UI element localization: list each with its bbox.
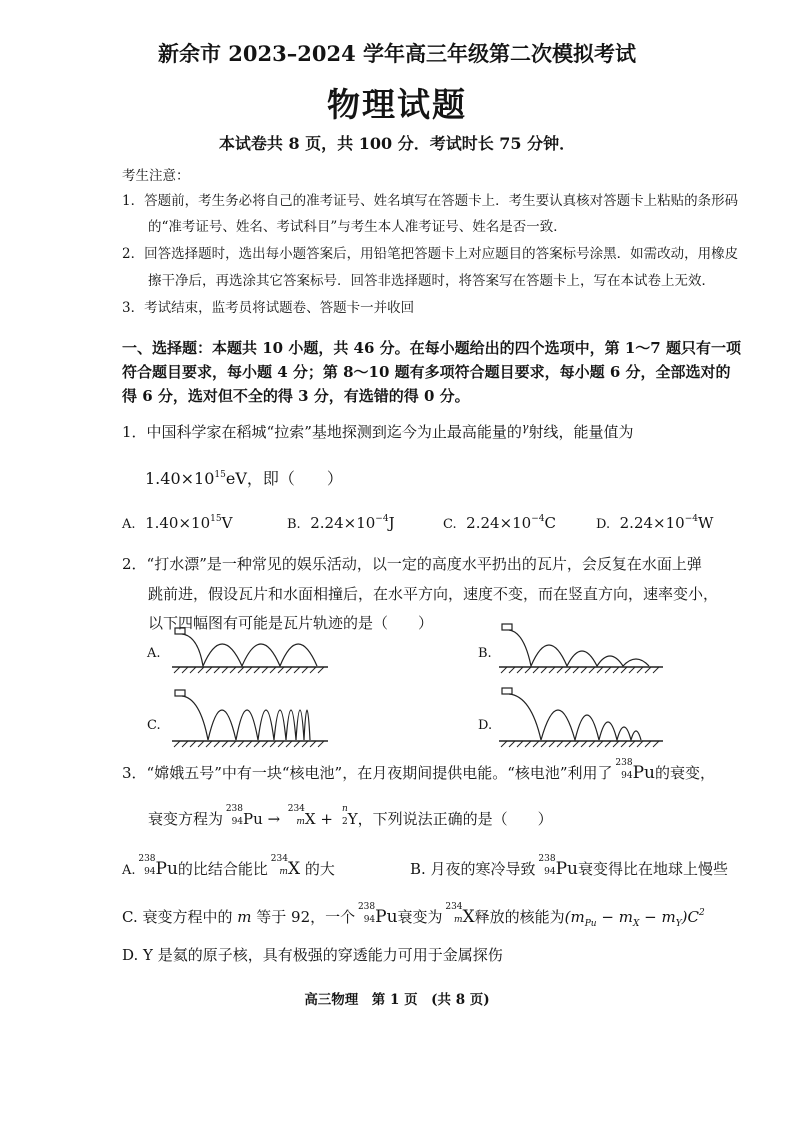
atomic-number: 94 [621,771,633,781]
mass-number: 234 [270,854,288,864]
section-1-line-2: 符合题目要求，每小题 4 分；第 8～10 题有多项符合题目要求，每小题 6 分，全部选对的 [122,363,731,381]
hatching [501,741,659,747]
notice-item-2-line-1: 2．回答选择题时，选出每小题答案后，用铅笔把答题卡上对应题目的答案标号涂黑．如需改动，用橡皮 [122,246,739,262]
element-symbol: X [462,907,475,927]
option-text: 衰变为 [397,908,443,926]
atomic-number: 94 [144,867,156,877]
q1-energy-unit: eV，即（ ） [225,469,343,488]
option-exp: 15 [210,514,222,524]
nuclide-pu [536,854,556,877]
q1-energy-exp: 15 [214,470,226,480]
option-unit: C [544,514,556,532]
energy-formula [564,908,705,929]
nuclide-x [268,854,288,877]
q2-line-1: 2．“打水漂”是一种常见的娱乐活动，以一定的高度水平扔出的瓦片，会反复在水面上弹 [122,555,702,573]
option-unit: W [697,514,714,532]
option-text-end: 的大 [304,860,335,878]
option-exp: −4 [375,514,389,524]
atomic-number: m [454,915,463,925]
option-value: 2.24×10 [466,514,532,532]
nuclide-pu [613,758,633,781]
mass-number: 234 [287,804,305,814]
option-text-end: 衰变得比在地球上慢些 [577,860,728,878]
q1-energy [145,466,343,489]
plus: + [320,810,333,828]
element-symbol: X [304,810,316,828]
page-footer: 高三物理 第 1 页 (共 8 页) [304,992,490,1008]
q1-text: 1．中国科学家在稻城“拉索”基地探测到迄今为止最高能量的 [122,423,522,441]
q2-option-a-label[interactable]: A. [147,646,161,661]
formula-sub: X [632,919,640,929]
q3-line-1 [122,758,715,783]
eq-prefix: 衰变方程为 [148,810,224,828]
option-exp: −4 [531,514,545,524]
q1-option-d[interactable] [596,514,713,532]
hatching [174,667,324,673]
hatching [174,741,324,747]
trajectory [182,696,310,740]
q3-text-end: 的衰变， [654,764,715,782]
stone-icon [175,690,185,696]
notice-item-3: 3．考试结束，监考员将试题卷、答题卡一并收回 [122,300,415,316]
element-symbol: X [287,859,301,879]
q2-figure-a[interactable] [170,626,330,674]
q1-option-a[interactable] [122,514,232,532]
atomic-number: 94 [231,817,244,827]
option-exp: −4 [684,514,698,524]
stone-icon [502,688,512,694]
notice-heading: 考生注意： [122,168,190,184]
q2-line-2: 跳前进，假设瓦片和水面相撞后，在水平方向，速度不变，而在竖直方向，速率变小， [148,585,719,603]
q2-option-c-label[interactable]: C. [147,718,161,733]
nuclide-pu [136,854,156,877]
option-text: 的比结合能比 [177,860,268,878]
q1-option-c[interactable] [443,514,556,532]
q1-energy-base: 1.40×10 [145,469,215,488]
q2-option-b-label[interactable]: B. [478,646,492,661]
nuclide-y [338,804,348,827]
element-symbol: Y [347,810,358,828]
option-value: 2.24×10 [619,514,685,532]
q2-figure-c[interactable] [170,688,330,748]
atomic-number: 94 [363,915,376,925]
mass-number: 238 [615,758,633,768]
formula-part: − m [596,908,633,926]
q2-figure-b[interactable] [497,622,667,674]
eq-suffix: ，下列说法正确的是（ ） [357,810,553,828]
q3-equation [148,804,553,829]
option-text: 释放的核能为 [474,908,565,926]
mass-number: 238 [225,804,244,814]
option-text: C. 衰变方程中的 [122,908,233,926]
q2-line-3: 以下四幅图有可能是瓦片轨迹的是（ ） [148,614,434,632]
option-unit: V [221,514,233,532]
hatching [501,667,659,673]
formula-part: )C [681,908,699,926]
stone-icon [175,628,185,634]
mass-number: 238 [357,902,376,912]
variable-m: m [237,908,252,926]
formula-sub: Y [675,919,682,929]
trajectory [509,694,641,740]
atomic-number: m [279,867,288,877]
formula-part: (m [564,908,585,926]
notice-item-1-line-2: 的“准考证号、姓名、考试科目”与考生本人准考证号、姓名是否一致． [148,219,567,235]
option-label: A. [122,863,136,878]
subject-title: 物理试题 [327,85,467,124]
section-1-line-1: 一、选择题：本题共 10 小题，共 46 分。在每小题给出的四个选项中，第 1～7 题只有一项 [122,339,741,357]
option-label: C. [443,517,457,532]
exam-title: 新余市 2023–2024 学年高三年级第二次模拟考试 [157,41,636,66]
q2-option-d-label[interactable]: D. [478,718,493,733]
formula-sub: Pu [584,919,597,929]
q3-option-b[interactable] [410,854,728,879]
atomic-number: 94 [544,867,556,877]
q1-stem [122,421,633,442]
option-label: D. [596,517,611,532]
option-value: 1.40×10 [145,514,211,532]
q3-text: 3．“嫦娥五号”中有一块“核电池”，在月夜期间提供电能。“核电池”利用了 [122,764,613,782]
trajectory [509,630,649,666]
nuclide-x [443,902,463,925]
q1-option-b[interactable] [287,514,395,532]
element-symbol: Pu [632,763,655,783]
nuclide-pu [355,902,376,925]
element-symbol: Pu [555,859,578,879]
q1-text-end: 射线，能量值为 [528,423,634,441]
element-symbol: Pu [243,810,263,828]
formula-part: − m [639,908,676,926]
mass-number: 238 [538,854,556,864]
mass-number: 234 [445,902,463,912]
option-unit: J [388,514,395,532]
stone-icon [502,624,512,630]
option-value: 2.24×10 [310,514,376,532]
option-text: B. 月夜的寒冷导致 [410,860,536,878]
nuclide-x [285,804,305,827]
nuclide-pu [223,804,244,827]
element-symbol: Pu [375,907,398,927]
arrow: → [267,810,281,828]
q1-gamma: γ [521,421,529,434]
q3-option-a[interactable] [122,854,335,879]
atomic-number: m [296,817,305,827]
q2-figure-d[interactable] [497,686,667,748]
trajectory [182,634,317,666]
mass-number: 238 [138,854,156,864]
atomic-number: 2 [342,817,348,827]
element-symbol: Pu [155,859,178,879]
notice-item-2-line-2: 擦干净后，再选涂其它答案标号．回答非选择题时，将答案写在答题卡上，写在本试卷上无效． [148,273,715,289]
q3-option-c[interactable] [122,902,705,929]
notice-item-1-line-1: 1．答题前，考生务必将自己的准考证号、姓名填写在答题卡上．考生要认真核对答题卡上粘贴的条形码 [122,193,739,209]
exam-info: 本试卷共 8 页，共 100 分．考试时长 75 分钟． [218,134,576,153]
option-text: 等于 92，一个 [256,908,356,926]
section-1-line-3: 得 6 分，选对但不全的得 3 分，有选错的得 0 分。 [122,387,470,405]
option-label: A. [122,517,136,532]
formula-exp: 2 [698,908,705,918]
mass-number: n [341,804,348,814]
option-label: B. [287,517,301,532]
q3-option-d[interactable]: D. Y 是氦的原子核，具有极强的穿透能力可用于金属探伤 [122,946,503,964]
